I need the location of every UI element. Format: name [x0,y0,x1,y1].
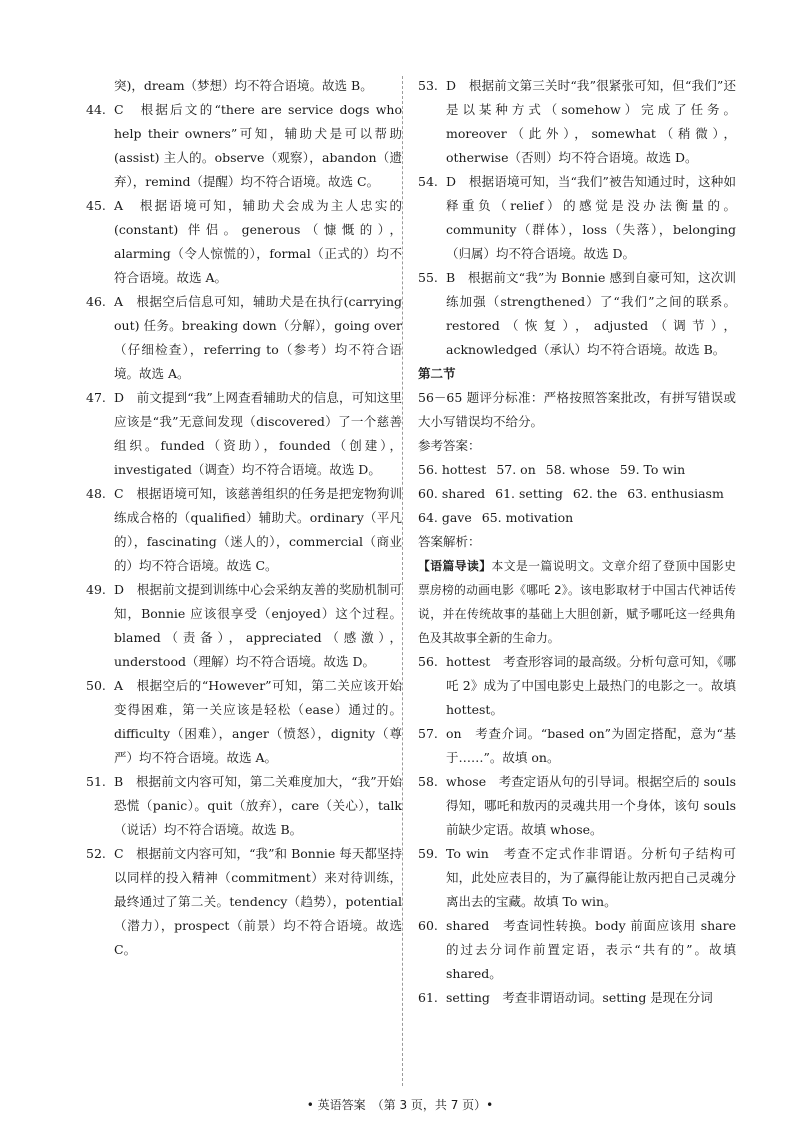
item-explanation: setting 考查非谓语动词。setting 是现在分词 [446,990,713,1005]
answer-entry: 60. shared [418,486,486,501]
answer-item [86,290,402,386]
item-explanation: C 根据后文的“there are service dogs who help their owners”可知，辅助犬是可以帮助(assist) 主人的。observe（观察），abandon（遗弃），remind（提醒）均不符合语境。故选 C。 [114,102,402,189]
item-explanation: D 根据语境可知，当“我们”被告知通过时，这种如释重负（relief）的感觉是没办法衡量的。community（群体），loss（失落），belonging（归属）均不符合语境。故选 D。 [446,174,736,261]
answer-item [86,482,402,578]
item-number: 61. [418,990,438,1005]
right-column [418,74,736,1010]
item-number: 49. [86,582,106,597]
answer-item [418,914,736,986]
item-number: 54. [418,174,438,189]
item-explanation: on 考查介词。“based on”为固定搭配，意为“基于……”。故填 on。 [446,726,736,765]
passage-guide-tag: 【语篇导读】 [418,559,492,573]
item-explanation: To win 考查不定式作非谓语。分析句子结构可知，此处应表目的，为了赢得能让敖丙把自己灵魂分离出去的宝藏。故填 To win。 [446,846,736,909]
item-explanation: shared 考查词性转换。body 前面应该用 share 的过去分词作前置定语，表示“共有的”。故填 shared。 [446,918,736,981]
item-number: 56. [418,654,438,669]
reference-answer-label: 参考答案： [418,438,481,453]
answer-entry: 64. gave [418,510,472,525]
column-divider [402,76,403,1086]
answer-entry: 57. on [496,462,536,477]
answer-item [86,386,402,482]
item-explanation: whose 考查定语从句的引导词。根据空后的 souls 得知，哪吒和敖丙的灵魂共用一个身体，该句 souls 前缺少定语。故填 whose。 [446,774,736,837]
answer-item [418,266,736,362]
answer-entry: 65. motivation [481,510,574,525]
passage-guide-text: 本文是一篇说明文。文章介绍了登顶中国影史票房榜的动画电影《哪吒 2》。该电影取材于中国古代神话传说，并在传统故事的基础上大胆创新，赋予哪吒这一经典角色及其故事全新的生命力。 [418,559,736,645]
answer-entry: 61. setting [495,486,563,501]
passage-guide [418,554,736,650]
answer-item [418,722,736,770]
answer-item [418,842,736,914]
answer-item [86,674,402,770]
answer-entry: 58. whose [545,462,610,477]
continuation-text: 突)，dream（梦想）均不符合语境。故选 B。 [114,78,373,93]
answer-item [418,650,736,722]
answer-item [418,770,736,842]
item-explanation: hottest 考查形容词的最高级。分析句意可知，《哪吒 2》成为了中国电影史上最热门的电影之一。故填 hottest。 [446,654,736,717]
item-explanation: D 前文提到“我”上网查看辅助犬的信息，可知这里应该是“我”无意间发现（discovered）了一个慈善组织。funded（资助），founded（创建），investigated（调查）均不符合语境。故选 D。 [114,390,402,477]
item-number: 50. [86,678,106,693]
item-number: 53. [418,78,438,93]
answer-list [418,458,736,530]
item-number: 59. [418,846,438,861]
answer-entry: 63. enthusiasm [627,486,724,501]
item-number: 57. [418,726,438,741]
item-number: 55. [418,270,438,285]
item-explanation: C 根据语境可知，该慈善组织的任务是把宠物狗训练成合格的（qualified）辅助犬。ordinary（平凡的），fascinating（迷人的），commercial（商业的）均不符合语境。故选 C。 [114,486,402,573]
answer-item [86,770,402,842]
item-number: 45. [86,198,106,213]
analysis-label: 答案解析： [418,534,481,549]
item-number: 58. [418,774,438,789]
item-explanation: C 根据前文内容可知，“我”和 Bonnie 每天都坚持以同样的投入精神（commitment）来对待训练，最终通过了第二关。tendency（趋势），potential（潜力），prospect（前景）均不符合语境。故选 C。 [114,846,402,957]
left-column [86,74,402,962]
item-number: 52. [86,846,106,861]
item-number: 60. [418,918,438,933]
right-item-list-bottom [418,650,736,1010]
answer-item [418,74,736,170]
item-number: 47. [86,390,106,405]
answer-item [86,194,402,290]
item-number: 46. [86,294,106,309]
item-explanation: A 根据空后的“However”可知，第二关应该开始变得困难，第一关应该是轻松（ease）通过的。difficulty（困难），anger（愤怒），dignity（尊严）均不符合语境。故选 A。 [114,678,402,765]
left-item-list [86,98,402,962]
item-number: 51. [86,774,106,789]
item-explanation: A 根据空后信息可知，辅助犬是在执行(carrying out) 任务。breaking down（分解），going over（仔细检查），referring to（参考）均不符合语境。故选 A。 [114,294,402,381]
item-explanation: B 根据前文“我”为 Bonnie 感到自豪可知，这次训练加强（strengthened）了“我们”之间的联系。restored（恢复），adjusted（调节），acknowledged（承认）均不符合语境。故选 B。 [446,270,736,357]
answer-item [86,578,402,674]
section-title: 第二节 [418,366,456,381]
item-explanation: D 根据前文第三关时“我”很紧张可知，但“我们”还是以某种方式（somehow）完成了任务。moreover（此外），somewhat（稍微），otherwise（否则）均不符合语境。故选 D。 [446,78,736,165]
page-footer: • 英语答案 （第 3 页，共 7 页）• [306,1098,494,1112]
right-item-list-top [418,74,736,362]
item-number: 48. [86,486,106,501]
item-explanation: D 根据前文提到训练中心会采纳友善的奖励机制可知，Bonnie 应该很享受（enjoyed）这个过程。blamed（责备），appreciated（感激），understood（理解）均不符合语境。故选 D。 [114,582,402,669]
answer-item [86,842,402,962]
answer-item [418,986,736,1010]
answer-item [86,98,402,194]
item-explanation: B 根据前文内容可知，第二关难度加大，“我”开始恐慌（panic）。quit（放弃），care（关心），talk（说话）均不符合语境。故选 B。 [114,774,402,837]
answer-entry: 56. hottest [418,462,487,477]
answer-entry: 59. To win [619,462,686,477]
item-number: 44. [86,102,106,117]
answer-item [418,170,736,266]
answer-entry: 62. the [572,486,618,501]
scoring-rule: 56－65 题评分标准：严格按照答案批改，有拼写错误或大小写错误均不给分。 [418,390,736,429]
item-explanation: A 根据语境可知，辅助犬会成为主人忠实的(constant) 伴侣。generous（慷慨的），alarming（令人惊慌的），formal（正式的）均不符合语境。故选 A。 [114,198,402,285]
